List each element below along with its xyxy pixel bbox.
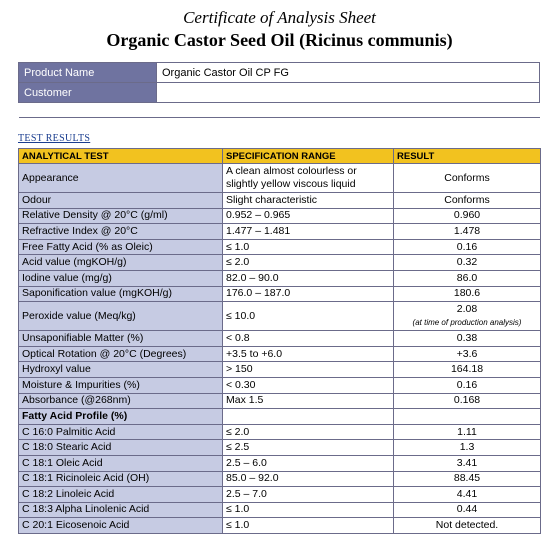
- result-cell: 1.478: [394, 224, 541, 240]
- spec-cell: ≤ 1.0: [223, 239, 394, 255]
- table-row: [19, 164, 541, 193]
- table-row: [19, 302, 541, 331]
- result-note: (at time of production analysis): [412, 318, 522, 328]
- results-body: [19, 164, 541, 534]
- spec-cell: ≤ 2.0: [223, 424, 394, 440]
- result-cell: 0.44: [394, 502, 541, 518]
- result-cell: 86.0: [394, 270, 541, 286]
- test-name-cell: C 18:1 Oleic Acid: [19, 455, 223, 471]
- result-cell: [394, 409, 541, 425]
- test-name-cell: Absorbance (@268nm): [19, 393, 223, 409]
- spec-cell: 2.5 – 7.0: [223, 487, 394, 503]
- test-name-cell: C 18:3 Alpha Linolenic Acid: [19, 502, 223, 518]
- result-cell: 0.168: [394, 393, 541, 409]
- customer-label: Customer: [19, 83, 157, 103]
- result-cell: 0.32: [394, 255, 541, 271]
- table-row: [19, 393, 541, 409]
- test-name-cell: C 18:0 Stearic Acid: [19, 440, 223, 456]
- spec-cell: A clean almost colourless or slightly yellow viscous liquid: [223, 164, 394, 193]
- test-name-cell: C 20:1 Eicosenoic Acid: [19, 518, 223, 534]
- customer-value: [157, 83, 540, 103]
- result-cell: 0.960: [394, 208, 541, 224]
- column-header-result: RESULT: [394, 149, 541, 164]
- spec-cell: ≤ 2.5: [223, 440, 394, 456]
- test-name-cell: Relative Density @ 20°C (g/ml): [19, 208, 223, 224]
- column-header-test: ANALYTICAL TEST: [19, 149, 223, 164]
- document-title: Certificate of Analysis Sheet: [183, 8, 376, 27]
- result-cell: 0.16: [394, 377, 541, 393]
- table-row: [19, 518, 541, 534]
- spec-cell: ≤ 10.0: [223, 302, 394, 331]
- test-name-cell: Appearance: [19, 164, 223, 193]
- product-info-table: [18, 62, 540, 118]
- result-cell: 180.6: [394, 286, 541, 302]
- spec-cell: 2.5 – 6.0: [223, 455, 394, 471]
- spec-cell: 0.952 – 0.965: [223, 208, 394, 224]
- result-cell: +3.6: [394, 346, 541, 362]
- spec-cell: [223, 409, 394, 425]
- test-name-cell: Odour: [19, 193, 223, 209]
- table-row: [19, 270, 541, 286]
- header-row: [19, 149, 541, 164]
- result-cell: Conforms: [394, 193, 541, 209]
- table-row: [19, 471, 541, 487]
- test-name-cell: Moisture & Impurities (%): [19, 377, 223, 393]
- table-row: [19, 502, 541, 518]
- spec-cell: ≤ 1.0: [223, 502, 394, 518]
- test-name-cell: Unsaponifiable Matter (%): [19, 331, 223, 347]
- test-name-cell: Peroxide value (Meq/kg): [19, 302, 223, 331]
- section-title: TEST RESULTS: [18, 133, 91, 144]
- table-row: [19, 224, 541, 240]
- test-name-cell: C 16:0 Palmitic Acid: [19, 424, 223, 440]
- spec-cell: +3.5 to +6.0: [223, 346, 394, 362]
- table-row: [19, 377, 541, 393]
- spec-cell: 82.0 – 90.0: [223, 270, 394, 286]
- table-row: [19, 346, 541, 362]
- test-name-cell: Free Fatty Acid (% as Oleic): [19, 239, 223, 255]
- table-row: [19, 193, 541, 209]
- product-row: [19, 63, 540, 83]
- spacer-row: [19, 103, 540, 118]
- result-cell: 88.45: [394, 471, 541, 487]
- result-cell: Not detected.: [394, 518, 541, 534]
- result-cell: 3.41: [394, 455, 541, 471]
- table-row: [19, 331, 541, 347]
- spacer-cell: [19, 103, 540, 118]
- test-name-cell: Optical Rotation @ 20°C (Degrees): [19, 346, 223, 362]
- result-value: 2.08: [456, 303, 478, 316]
- table-row: [19, 440, 541, 456]
- result-cell: 1.11: [394, 424, 541, 440]
- table-row: [19, 255, 541, 271]
- results-table: [18, 148, 541, 534]
- spec-cell: < 0.30: [223, 377, 394, 393]
- test-name-cell: Hydroxyl value: [19, 362, 223, 378]
- spec-cell: Max 1.5: [223, 393, 394, 409]
- result-cell: [394, 302, 541, 331]
- table-row: [19, 362, 541, 378]
- table-row: [19, 487, 541, 503]
- table-row: [19, 239, 541, 255]
- table-row: [19, 424, 541, 440]
- product-name-value: Organic Castor Oil CP FG: [157, 63, 540, 83]
- spec-cell: 1.477 – 1.481: [223, 224, 394, 240]
- test-name-cell: Saponification value (mgKOH/g): [19, 286, 223, 302]
- test-name-cell: C 18:1 Ricinoleic Acid (OH): [19, 471, 223, 487]
- table-row: [19, 455, 541, 471]
- spec-cell: ≤ 1.0: [223, 518, 394, 534]
- table-row: [19, 409, 541, 425]
- test-name-cell: C 18:2 Linoleic Acid: [19, 487, 223, 503]
- test-name-cell: Acid value (mgKOH/g): [19, 255, 223, 271]
- customer-row: [19, 83, 540, 103]
- spec-cell: 85.0 – 92.0: [223, 471, 394, 487]
- result-cell: 0.16: [394, 239, 541, 255]
- spec-cell: > 150: [223, 362, 394, 378]
- result-cell: 4.41: [394, 487, 541, 503]
- test-name-cell: Fatty Acid Profile (%): [19, 409, 223, 425]
- table-row: [19, 286, 541, 302]
- result-cell: 0.38: [394, 331, 541, 347]
- spec-cell: Slight characteristic: [223, 193, 394, 209]
- test-name-cell: Iodine value (mg/g): [19, 270, 223, 286]
- product-name-label: Product Name: [19, 63, 157, 83]
- result-cell: 1.3: [394, 440, 541, 456]
- spec-cell: ≤ 2.0: [223, 255, 394, 271]
- result-cell: 164.18: [394, 362, 541, 378]
- product-title: Organic Castor Seed Oil (Ricinus communis): [106, 30, 453, 50]
- table-row: [19, 208, 541, 224]
- test-name-cell: Refractive Index @ 20°C: [19, 224, 223, 240]
- column-header-spec: SPECIFICATION RANGE: [223, 149, 394, 164]
- result-cell: Conforms: [394, 164, 541, 193]
- spec-cell: 176.0 – 187.0: [223, 286, 394, 302]
- spec-cell: < 0.8: [223, 331, 394, 347]
